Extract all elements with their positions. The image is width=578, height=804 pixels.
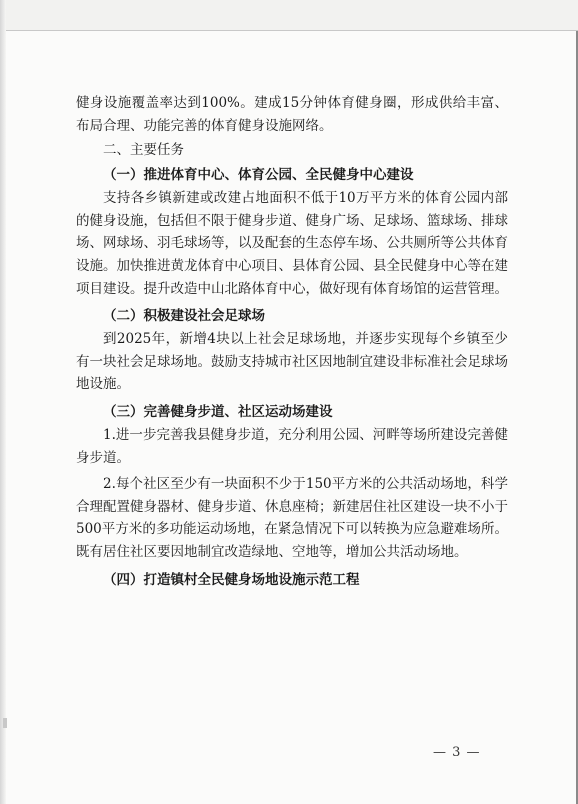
task2-paragraph: 到2025年，新增4块以上社会足球场地，并逐步实现每个乡镇至少有一块社会足球场地。鼓励支持城市社区因地制宜建设非标准社会足球场地设施。	[76, 331, 508, 393]
task1-paragraph: 支持各乡镇新建或改建占地面积不低于10万平方米的体育公园内部的健身设施，包括但不限于健身步道、健身广场、足球场、篮球场、排球场、网球场、羽毛球场等，以及配套的生态停车场、公共厕所等公共体育设施。加快推进黄龙体育中心项目、县体育公园、县全民健身中心等在建项目建设。提升改造中山北路体育中心，做好现有体育场馆的运营管理。	[76, 190, 508, 297]
task3-heading: （三）完善健身步道、社区运动场建设	[103, 403, 333, 420]
page-number: — 3 —	[433, 745, 481, 760]
binding-mark	[3, 718, 7, 728]
document-body	[76, 92, 508, 592]
task4-heading: （四）打造镇村全民健身场地设施示范工程	[103, 571, 360, 588]
scan-top-edge	[0, 0, 578, 31]
task3-item-1: 1.进一步完善我县健身步道，充分利用公园、河畔等场所建设完善健身步道。	[76, 426, 508, 466]
task3-item-2: 2.每个社区至少有一块面积不少于150平方米的公共活动场地，科学合理配置健身器材、健身步道、休息座椅；新建居住社区建设一块不小于500平方米的多功能运动场地，在紧急情况下可以转换为应急避难场所。既有居住社区要因地制宜改造绿地、空地等，增加公共活动场地。	[76, 476, 508, 560]
task2-heading: （二）积极建设社会足球场	[103, 308, 265, 325]
scan-left-edge	[0, 0, 6, 804]
intro-paragraph: 健身设施覆盖率达到100%。建成15分钟体育健身圈，形成供给丰富、布局合理、功能完善的体育健身设施网络。	[76, 95, 508, 134]
section-heading: 二、主要任务	[103, 142, 184, 159]
task1-heading: （一）推进体育中心、体育公园、全民健身中心建设	[103, 167, 414, 184]
